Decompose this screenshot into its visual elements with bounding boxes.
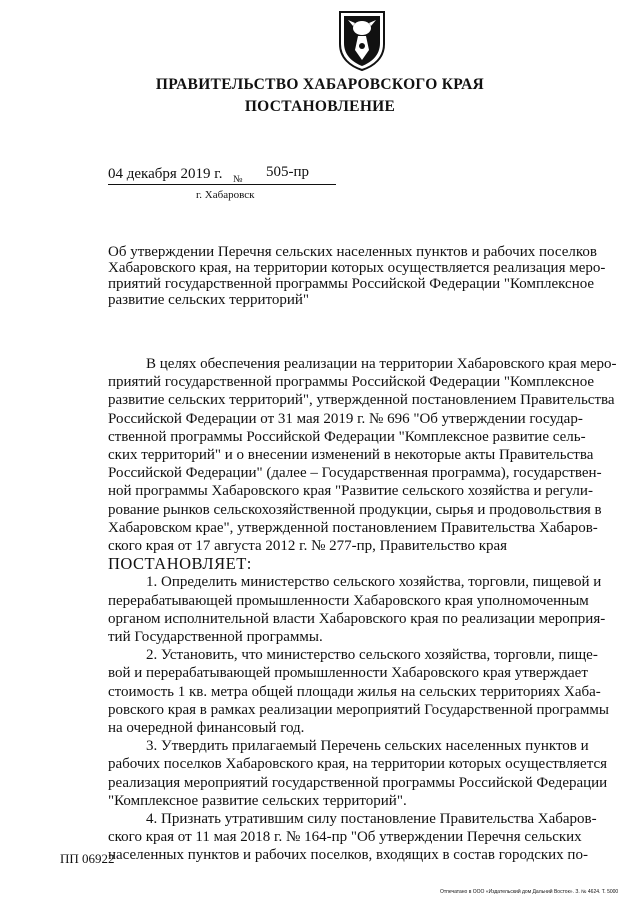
body-line: В целях обеспечения реализации на территории Хабаровского края меро- [146, 356, 617, 372]
body-line: 2. Установить, что министерство сельского хозяйства, торговли, пище- [146, 647, 598, 664]
body-line: рабочих поселков Хабаровского края, на территории которых осуществляется [108, 756, 607, 773]
document-type: ПОСТАНОВЛЕНИЕ [244, 98, 396, 115]
body-line: развитие сельских территорий", утвержденной постановлением Правительства [108, 392, 615, 409]
title-line: приятий государственной программы Российской Федерации "Комплексное [108, 276, 595, 292]
title-line: Хабаровского края, на территории которых осуществляется реализация меро- [108, 260, 606, 276]
document-number: 505-пр [266, 164, 310, 180]
body-line: реализация мероприятий государственной программы Российской Федерации [108, 774, 608, 791]
body-line: ских территорий" и о внесении изменений в некоторые акты Правительства [108, 447, 594, 464]
body-line: приятий государственной программы Российской Федерации "Комплексное [108, 374, 595, 391]
number-sign: № [233, 174, 243, 185]
body-line: ровского края в рамках реализации мероприятий Государственной программы [108, 701, 609, 718]
body-line: ского края от 11 мая 2018 г. № 164-пр "Об утверждении Перечня сельских [108, 829, 582, 846]
body-line: ского края от 17 августа 2012 г. № 277-пр, Правительство края [108, 538, 508, 555]
body-line: вой и перерабатывающей промышленности Хабаровского края утверждает [108, 665, 588, 682]
body-line: "Комплексное развитие сельских территорий". [108, 792, 407, 809]
body-line: 4. Признать утратившим силу постановление Правительства Хабаров- [146, 811, 597, 828]
document-date: 04 декабря 2019 г. [108, 166, 223, 182]
body-line: 3. Утвердить прилагаемый Перечень сельских населенных пунктов и [146, 738, 589, 755]
document-code: ПП 06922 [60, 851, 115, 866]
title-line: развитие сельских территорий" [108, 292, 310, 308]
body-line: стоимость 1 кв. метра общей площади жилья на сельских территориях Хаба- [108, 683, 601, 700]
organization-name: ПРАВИТЕЛЬСТВО ХАБАРОВСКОГО КРАЯ [155, 76, 485, 93]
body-line: перерабатывающей промышленности Хабаровского края уполномоченным [108, 592, 589, 609]
body-line: на очередной финансовый год. [108, 720, 305, 737]
body-line: населенных пунктов и рабочих поселков, входящих в состав городских по- [108, 847, 588, 864]
body-line: ной программы Хабаровского края "Развитие сельского хозяйства и регули- [108, 483, 593, 500]
coat-of-arms-icon [336, 10, 388, 72]
document-body [108, 355, 620, 865]
body-line: Российской Федерации от 31 мая 2019 г. № 696 "Об утверждении государ- [108, 410, 583, 427]
body-line: органом исполнительной власти Хабаровского края по реализации мероприя- [108, 610, 606, 627]
title-line: Об утверждении Перечня сельских населенных пунктов и рабочих поселков [108, 244, 597, 260]
body-line: тий Государственной программы. [108, 629, 323, 646]
body-line: 1. Определить министерство сельского хозяйства, торговли, пищевой и [146, 574, 602, 591]
document-title [108, 244, 620, 308]
body-line: Российской Федерации" (далее – Государственная программа), государствен- [108, 465, 602, 482]
body-line: рование рынков сельскохозяйственной продукции, сырья и продовольствия в [108, 501, 602, 518]
document-city: г. Хабаровск [196, 189, 255, 201]
resolves-heading: ПОСТАНОВЛЯЕТ: [108, 554, 252, 574]
date-underline [108, 184, 336, 185]
body-line: Хабаровском крае", утвержденной постановлением Правительства Хабаров- [108, 519, 598, 536]
body-line: ственной программы Российской Федерации "Комплексное развитие сель- [108, 428, 586, 445]
print-note: Отпечатано в ООО «Издательский дом Дальний Восток». З. № 4624. Т. 5000 [440, 889, 619, 895]
